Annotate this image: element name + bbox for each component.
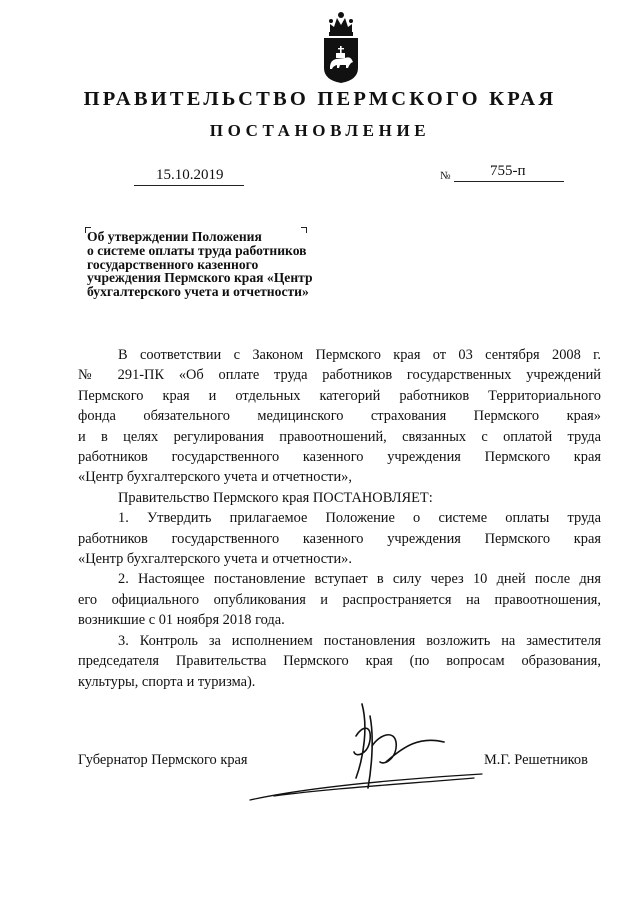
item1-line: 1. Утвердить прилагаемое Положение о системе оплаты труда — [118, 510, 601, 527]
document-body — [78, 345, 601, 692]
item2-line: 2. Настоящее постановление вступает в силу через 10 дней после дня — [118, 571, 601, 588]
preamble-line: и в целях регулирования правоотношений, связанных с оплатой труда — [78, 428, 601, 445]
handwritten-signature — [244, 696, 484, 808]
document-date: 15.10.2019 — [156, 167, 224, 183]
number-sign: № — [440, 170, 451, 182]
document-number: 755-п — [490, 163, 526, 179]
subject-line: о системе оплаты труда работников — [87, 242, 307, 258]
item1-line: «Центр бухгалтерского учета и отчетности». — [78, 551, 352, 568]
item3-line: 3. Контроль за исполнением постановления возложить на заместителя — [118, 632, 601, 649]
item2-line: возникшие с 01 ноября 2018 года. — [78, 612, 285, 629]
item1-line: работников государственного казенного учреждения Пермского края — [78, 530, 601, 547]
subject-line: бухгалтерского учета и отчетности» — [87, 284, 309, 300]
government-title: ПРАВИТЕЛЬСТВО ПЕРМСКОГО КРАЯ — [83, 88, 557, 110]
preamble-line: «Центр бухгалтерского учета и отчетности», — [78, 469, 352, 486]
preamble-line: В соответствии с Законом Пермского края от 03 сентября 2008 г. — [118, 347, 601, 363]
preamble-line: Пермского края и отдельных категорий работников Территориального — [78, 387, 601, 404]
subject-line: учреждения Пермского края «Центр — [87, 270, 313, 286]
item3-line: председателя Правительства Пермского края (по вопросам образования, — [78, 653, 601, 670]
document-type: ПОСТАНОВЛЕНИЕ — [209, 121, 431, 140]
number-field — [454, 163, 564, 182]
date-field — [134, 167, 244, 186]
coat-of-arms-emblem — [318, 10, 364, 84]
preamble-line: № 291-ПК «Об оплате труда работников государственных учреждений — [78, 367, 601, 384]
item3-line: культуры, спорта и туризма). — [78, 673, 256, 690]
signer-name: М.Г. Решетников — [484, 752, 588, 768]
decree-line: Правительство Пермского края ПОСТАНОВЛЯЕТ: — [118, 489, 433, 506]
subject-line: Об утверждении Положения — [87, 229, 262, 244]
subject-line: государственного казенного — [87, 256, 259, 272]
preamble-line: фонда обязательного медицинского страхования Пермского края» — [78, 408, 601, 425]
preamble-line: работников государственного казенного учреждения Пермского края — [78, 449, 601, 466]
signer-title: Губернатор Пермского края — [78, 752, 248, 768]
item2-line: его официального опубликования и распространяется на правоотношения, — [78, 591, 601, 608]
subject-heading — [87, 230, 357, 299]
